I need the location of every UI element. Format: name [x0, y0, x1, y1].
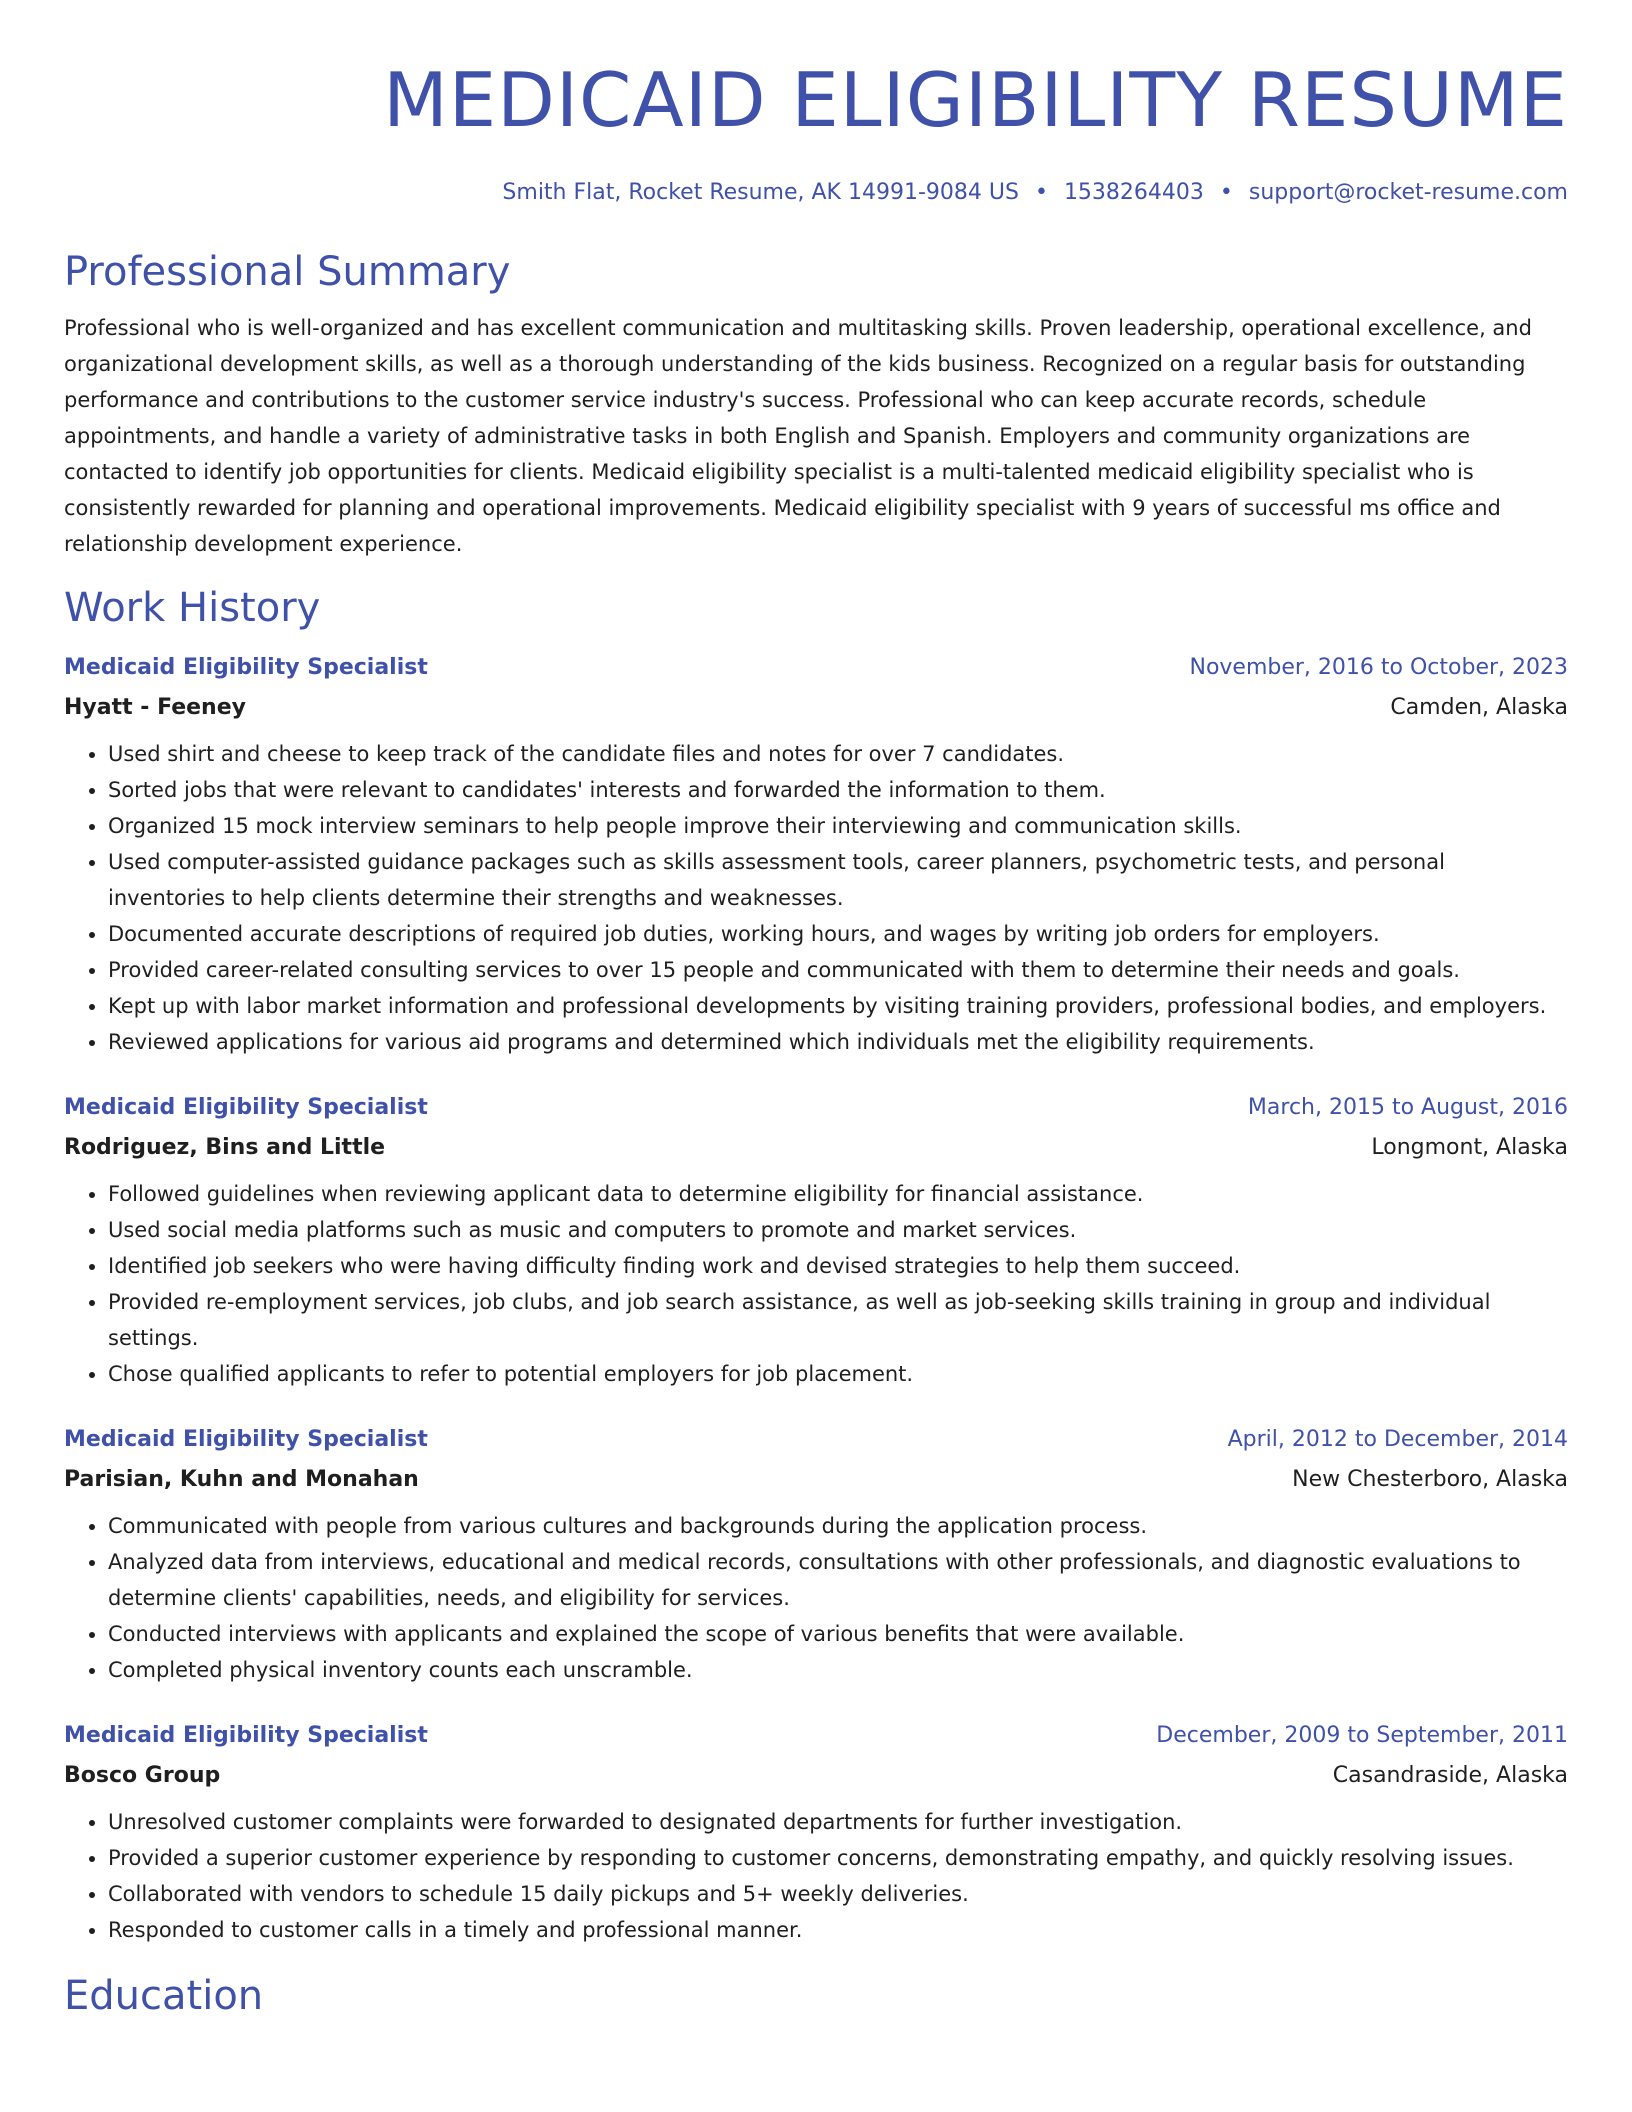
job-title-row	[64, 1420, 1568, 1460]
job-dates: March, 2015 to August, 2016	[1247, 1095, 1568, 1120]
job-title-row	[64, 1088, 1568, 1128]
job-dates: November, 2016 to October, 2023	[1189, 655, 1568, 680]
job-title: Medicaid Eligibility Specialist	[64, 1427, 428, 1452]
job-bullet: • Chose qualified applicants to refer to potential employers for job placement.	[108, 1356, 1568, 1392]
job-title: Medicaid Eligibility Specialist	[64, 1095, 428, 1120]
job-company: Parisian, Kuhn and Monahan	[64, 1467, 419, 1492]
job-entry	[64, 1420, 1568, 1688]
job-bullet: • Provided a superior customer experience by responding to customer concerns, demonstrating empathy, and quickly resolving issues.	[108, 1840, 1568, 1876]
summary-text: Professional who is well-organized and has excellent communication and multitasking skills. Proven leadership, operational excellence, and organizational development skills, as well as a thorough understanding of the kids business. Recognized on a regular basis for outstanding performance and contributions to the customer service industry's success. Professional who can keep accurate records, schedule appointments, and handle a variety of administrative tasks in both English and Spanish. Employers and community organizations are contacted to identify job opportunities for clients. Medicaid eligibility specialist is a multi-talented medicaid eligibility specialist who is consistently rewarded for planning and operational improvements. Medicaid eligibility specialist with 9 years of successful ms office and relationship development experience.	[64, 316, 1532, 556]
job-company: Hyatt - Feeney	[64, 695, 246, 720]
job-bullet-list	[64, 1176, 1568, 1392]
job-dates: April, 2012 to December, 2014	[1227, 1427, 1568, 1452]
job-location: Longmont, Alaska	[1371, 1135, 1568, 1160]
job-company-row	[64, 688, 1568, 728]
work-history-list	[64, 648, 1568, 1948]
resume-title: MEDICAID ELIGIBILITY RESUME	[383, 56, 1568, 144]
job-bullet: • Provided career-related consulting services to over 15 people and communicated with them to determine their needs and goals.	[108, 952, 1568, 988]
job-company-row	[64, 1128, 1568, 1168]
job-entry	[64, 648, 1568, 1060]
job-company: Rodriguez, Bins and Little	[64, 1135, 386, 1160]
contact-address: Smith Flat, Rocket Resume, AK 14991-9084 US	[502, 180, 1019, 205]
job-company: Bosco Group	[64, 1763, 221, 1788]
job-bullet: • Collaborated with vendors to schedule 15 daily pickups and 5+ weekly deliveries.	[108, 1876, 1568, 1912]
job-bullet-list	[64, 1804, 1568, 1948]
contact-separator: •	[1219, 180, 1233, 205]
job-bullet: • Analyzed data from interviews, educational and medical records, consultations with other professionals, and diagnostic evaluations to determine clients' capabilities, needs, and eligibility for services.	[108, 1544, 1568, 1616]
job-bullet: • Completed physical inventory counts each unscramble.	[108, 1652, 1568, 1688]
job-bullet: • Unresolved customer complaints were forwarded to designated departments for further investigation.	[108, 1804, 1568, 1840]
job-bullet: • Used social media platforms such as music and computers to promote and market services.	[108, 1212, 1568, 1248]
work-history-heading: Work History	[64, 585, 321, 631]
job-location: Camden, Alaska	[1390, 695, 1568, 720]
job-company-row	[64, 1756, 1568, 1796]
job-bullet-list	[64, 1508, 1568, 1688]
contact-separator: •	[1034, 180, 1048, 205]
job-title: Medicaid Eligibility Specialist	[64, 655, 428, 680]
job-company-row	[64, 1460, 1568, 1500]
job-bullet: • Kept up with labor market information and professional developments by visiting training providers, professional bodies, and employers.	[108, 988, 1568, 1024]
contact-line	[64, 176, 1568, 210]
job-bullet: • Reviewed applications for various aid programs and determined which individuals met the eligibility requirements.	[108, 1024, 1568, 1060]
job-bullet: • Identified job seekers who were having difficulty finding work and devised strategies to help them succeed.	[108, 1248, 1568, 1284]
job-bullet: • Responded to customer calls in a timely and professional manner.	[108, 1912, 1568, 1948]
job-bullet: • Sorted jobs that were relevant to candidates' interests and forwarded the information to them.	[108, 772, 1568, 808]
job-entry	[64, 1716, 1568, 1948]
job-location: New Chesterboro, Alaska	[1292, 1467, 1568, 1492]
job-bullet: • Used computer-assisted guidance packages such as skills assessment tools, career planners, psychometric tests, and personal inventories to help clients determine their strengths and weaknesses.	[108, 844, 1568, 916]
contact-phone: 1538264403	[1063, 180, 1204, 205]
job-bullet: • Communicated with people from various cultures and backgrounds during the application process.	[108, 1508, 1568, 1544]
contact-email: support@rocket-resume.com	[1248, 180, 1568, 205]
job-title-row	[64, 648, 1568, 688]
job-bullet: • Provided re-employment services, job clubs, and job search assistance, as well as job-seeking skills training in group and individual settings.	[108, 1284, 1568, 1356]
job-bullet: • Conducted interviews with applicants and explained the scope of various benefits that were available.	[108, 1616, 1568, 1652]
job-title: Medicaid Eligibility Specialist	[64, 1723, 428, 1748]
job-entry	[64, 1088, 1568, 1392]
job-bullet: • Documented accurate descriptions of required job duties, working hours, and wages by writing job orders for employers.	[108, 916, 1568, 952]
job-bullet: • Used shirt and cheese to keep track of the candidate files and notes for over 7 candidates.	[108, 736, 1568, 772]
job-bullet-list	[64, 736, 1568, 1060]
job-dates: December, 2009 to September, 2011	[1156, 1723, 1568, 1748]
summary-heading: Professional Summary	[64, 249, 511, 295]
job-location: Casandraside, Alaska	[1332, 1763, 1568, 1788]
job-bullet: • Organized 15 mock interview seminars to help people improve their interviewing and communication skills.	[108, 808, 1568, 844]
job-bullet: • Followed guidelines when reviewing applicant data to determine eligibility for financial assistance.	[108, 1176, 1568, 1212]
education-heading: Education	[64, 1973, 264, 2019]
job-title-row	[64, 1716, 1568, 1756]
